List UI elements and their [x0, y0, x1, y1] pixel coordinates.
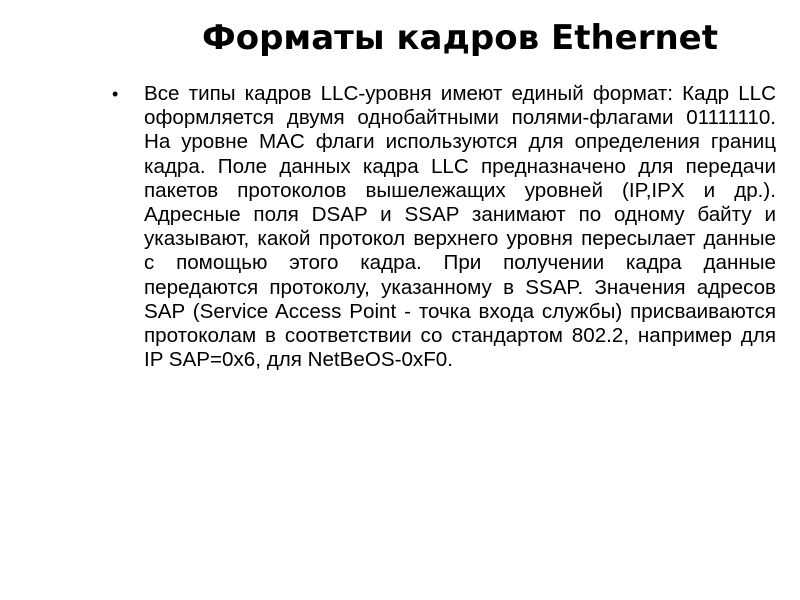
bullet-item — [112, 82, 776, 372]
bullet-text: Все типы кадров LLC-уровня имеют единый формат: Кадр LLC оформляется двумя однобайтными полями-флагами 01111110. На уровне MAC флаги используются для определения границ кадра. Поле данных кадра LLC предназначено для передачи пакетов протоколов вышележащих уровней (IP,IPX и др.). Адресные поля DSAP и SSAP занимают по одному байту и указывают, какой протокол верхнего уровня пересылает данные с помощью этого кадра. При получении кадра данные передаются протоколу, указанному в SSAP. Значения адресов SAP (Service Access Point - точка входа службы) присваиваются протоколам в соответствии со стандартом 802.2, например для IP SAP=0x6, для NetBeOS-0xF0. — [144, 82, 776, 372]
slide-content — [112, 82, 776, 372]
bullet-marker: • — [112, 84, 119, 104]
slide-title: Форматы кадров Ethernet — [202, 18, 718, 58]
